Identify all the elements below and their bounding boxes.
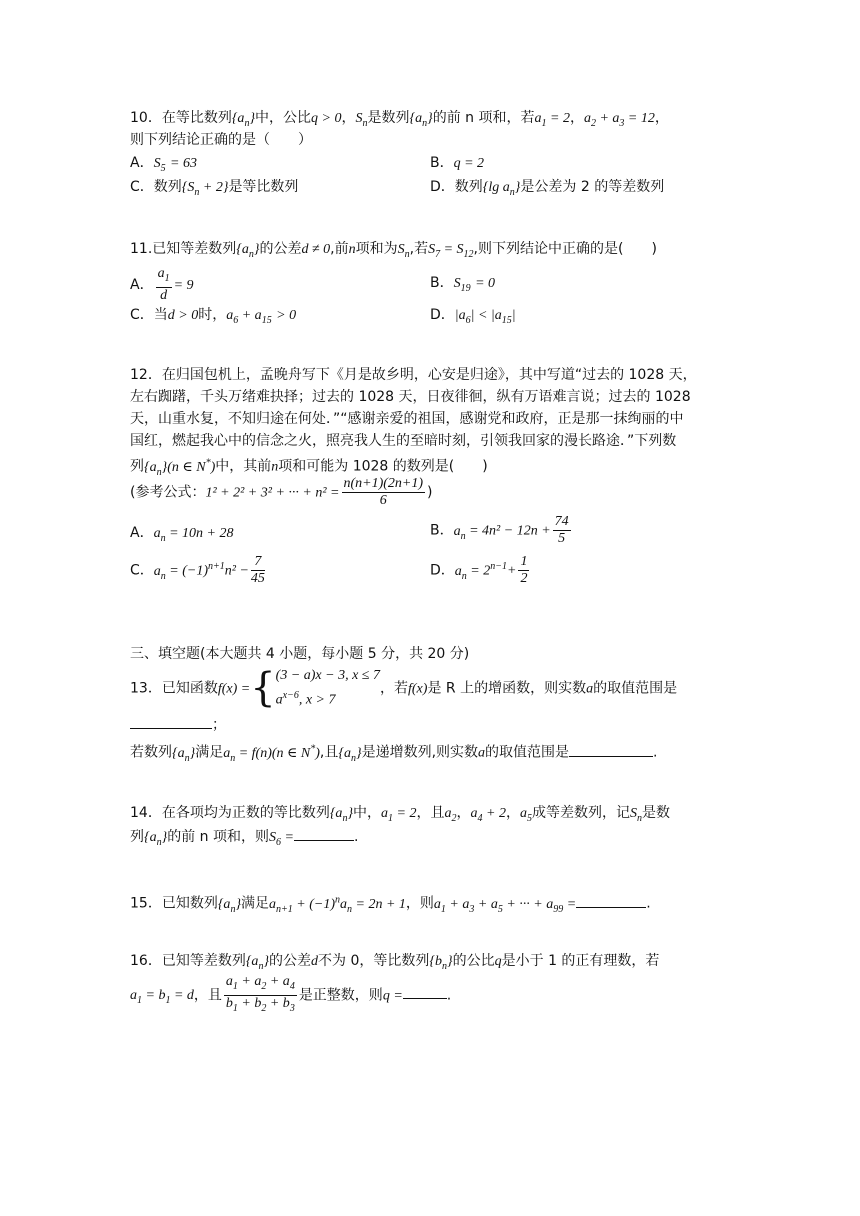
section3-title: 三、填空题(本大题共 4 小题，每小题 5 分，共 20 分): [130, 646, 470, 662]
q12-option-d: D．$a_n = 2^{n-1}+$ $\frac{1}{2}$: [430, 554, 528, 586]
q12-line5: 列$\{a_n\}(n$ ∈ N*)中，其前n项和可能为 1028 的数列是( ): [130, 457, 488, 478]
q12-line3: 天，山重水复，不知归途在何处．”“感谢亲爱的祖国，感谢党和政府，正是那一抹绚丽的中: [130, 411, 684, 427]
q11-option-c: C．当d > 0时，$a_6 + a_{15} > 0$: [130, 307, 297, 326]
q10-option-a: A．$S_5 = 63$: [130, 155, 197, 174]
q15-line1: 15．已知数列$\{a_n\}$满足$a_{n+1} + (-1)^na_n = 2n + 1$，则$a_1 + a_3 + a_5$ + ··· + $a_{99}$ = .: [130, 894, 651, 915]
q10-option-d: D．数列{lg $a_n$}是公差为 2 的等差数列: [430, 179, 665, 198]
q13-answer-blank-2[interactable]: [569, 742, 653, 757]
q15-answer-blank[interactable]: [576, 893, 646, 908]
q16-line2: $a_1 = b_1 = d$，且 $\frac{a_1 + a_2 + a_4}{b_1 + b_2 + b_3}$ 是正整数，则q = .: [130, 974, 452, 1014]
q12-reference-formula: (参考公式：1² + 2² + 3² + ··· + n² = $\frac{n(n+1)(2n+1)}{6}$ ): [130, 476, 433, 508]
q14-answer-blank[interactable]: [294, 826, 354, 841]
q14-line1: 14．在各项均为正数的等比数列$\{a_n\}$中，$a_1 = 2$，且$a_2$，$a_4 + 2$，$a_5$成等差数列，记$S_n$是数: [130, 805, 670, 824]
q12-option-c: C．$a_n = (-1)^{n+1}n^2$ − $\frac{7}{45}$: [130, 554, 265, 586]
q12-line4: 国红，燃起我心中的信念之火，照亮我人生的至暗时刻，引领我回家的漫长路途．”下列数: [130, 433, 677, 449]
q10-text: 10．在等比数列: [130, 110, 232, 126]
q16-line1: 16．已知等差数列$\{a_n\}$的公差d不为 0，等比数列$\{b_n\}$的公比q是小于 1 的正有理数，若: [130, 953, 660, 972]
q12-option-b: B．$a_n = 4n^2 - 12n$ + $\frac{74}{5}$: [430, 514, 569, 546]
q13-blank1-line: ；: [130, 714, 226, 736]
q12-option-a: A．$a_n = 10n + 28$: [130, 525, 234, 544]
q12-line1: 12．在归国包机上，孟晚舟写下《月是故乡明，心安是归途》，其中写道“过去的 1028 天，: [130, 367, 697, 383]
q10-option-c: C．数列$\{S_n + 2\}$是等比数列: [130, 179, 299, 198]
q12-line2: 左右踟躇，千头万绪难抉择；过去的 1028 天，日夜徘徊，纵有万语难言说；过去的 1028: [130, 389, 691, 405]
q10-line1: 10．在等比数列$\{a_n\}$中，公比q > 0，$S_n$是数列$\{a_n\}$的前 n 项和，若$a_1 = 2$，$a_2 + a_3 = 12$，: [130, 110, 669, 129]
q16-answer-blank[interactable]: [403, 984, 447, 999]
q13-line3: 若数列$\{a_n\}$满足$a_n = f(n)(n$ ∈ N*),且$\{a_n\}$是递增数列,则实数a的取值范围是 .: [130, 743, 658, 764]
q10-option-b: B．q = 2: [430, 155, 485, 171]
q11-option-d: D．$|a_6| < |a_{15}|$: [430, 307, 516, 326]
q11-option-a: A． $\frac{a_1}{d}$ = 9: [130, 266, 194, 303]
q11-option-b: B．$S_{19} = 0$: [430, 275, 496, 294]
q14-line2: 列$\{a_n\}$的前 n 项和，则$S_6$ = .: [130, 826, 358, 854]
q10-line2: 则下列结论正确的是（ ）: [130, 132, 312, 148]
q11-line1: 11.已知等差数列$\{a_n\}$的公差d ≠ 0,前n项和为$S_n$,若$S_7 = S_{12}$,则下列结论中正确的是( ): [130, 241, 657, 260]
q13-answer-blank-1[interactable]: [130, 714, 212, 729]
q13-line1: 13．已知函数f(x) ={ (3 − a)x − 3, x ≤ 7 $a^{x-6}$, x > 7 ，若f(x)是 R 上的增函数，则实数a的取值范围是: [130, 665, 678, 712]
